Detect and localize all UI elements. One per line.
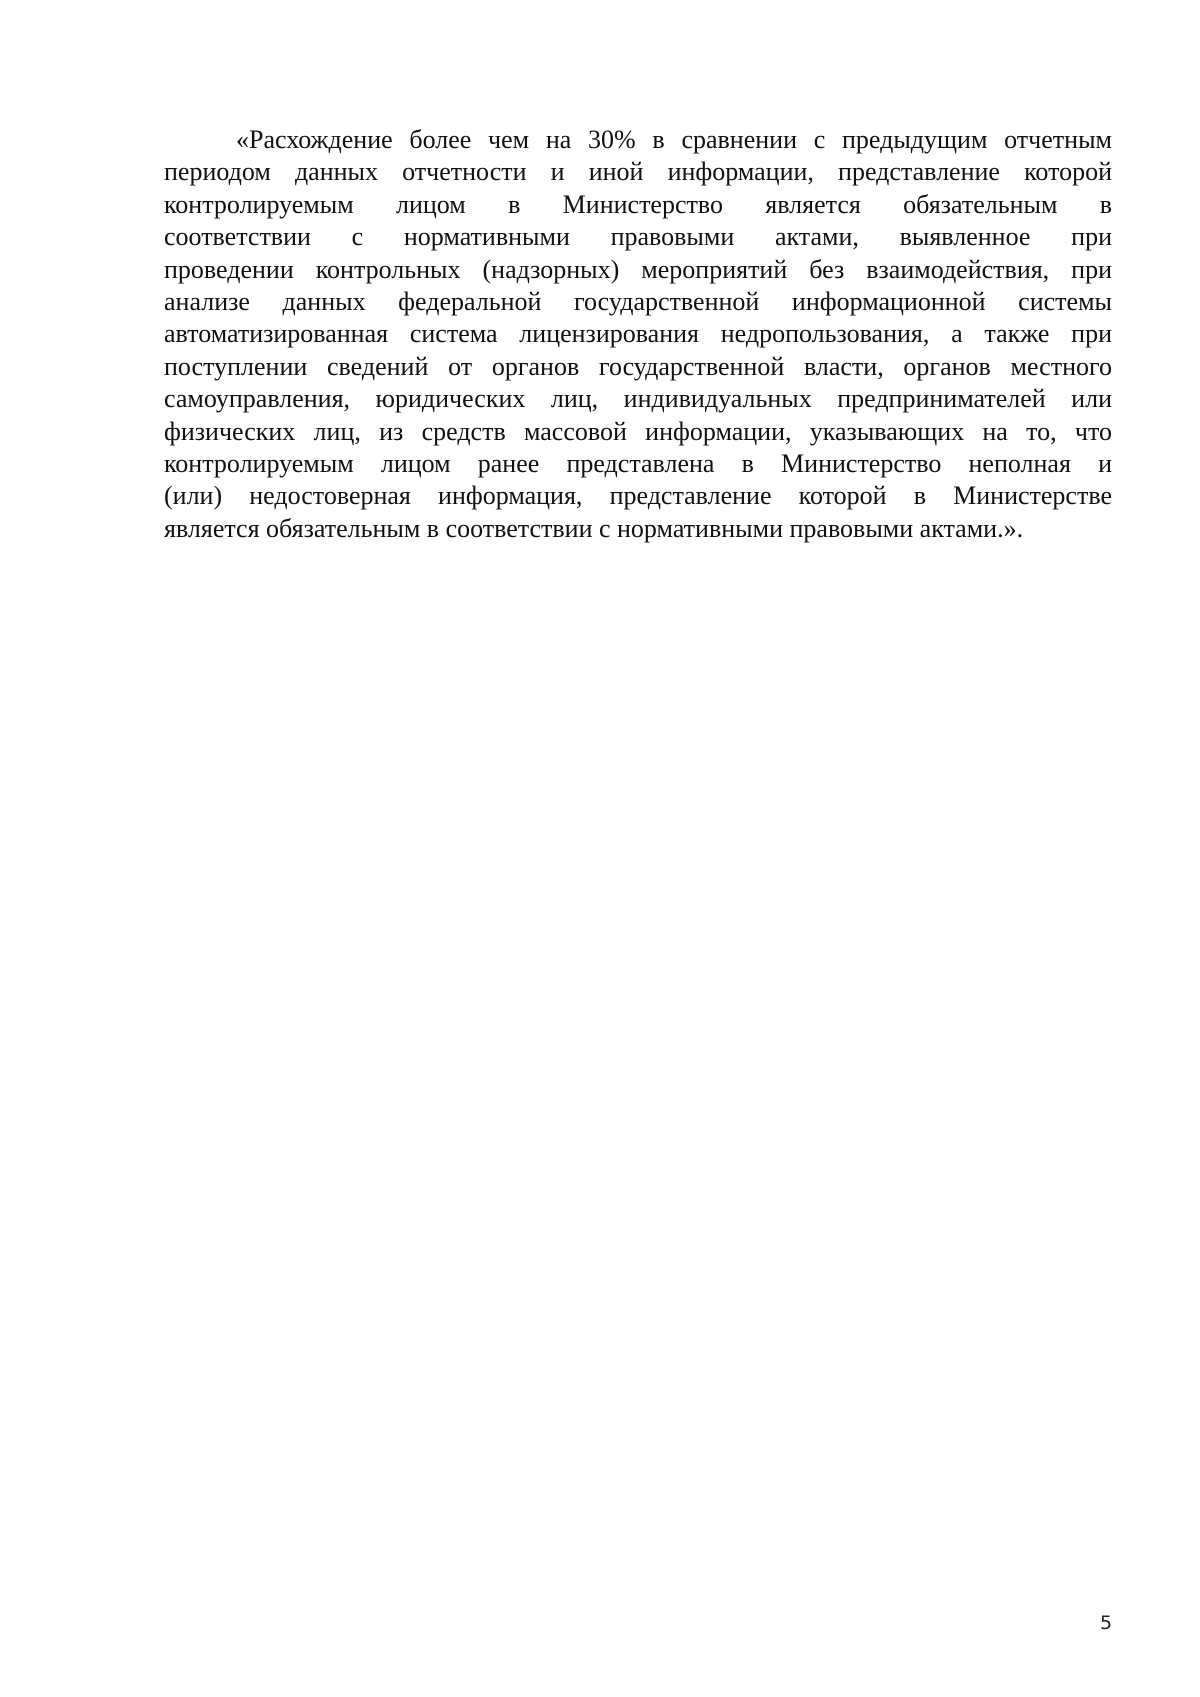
paragraph-line: контролируемым лицом в Министерство является обязательным в bbox=[164, 189, 1112, 219]
paragraph-line: проведении контрольных (надзорных) мероприятий без взаимодействия, при bbox=[164, 254, 1112, 284]
paragraph-line: физических лиц, из средств массовой информации, указывающих на то, что bbox=[164, 416, 1112, 446]
paragraph-line: (или) недостоверная информация, представление которой в Министерстве bbox=[164, 481, 1112, 511]
quoted-paragraph bbox=[164, 124, 1112, 545]
paragraph-line: анализе данных федеральной государственной информационной системы bbox=[164, 286, 1112, 316]
paragraph-line: периодом данных отчетности и иной информации, представление которой bbox=[164, 157, 1112, 187]
paragraph-line: поступлении сведений от органов государственной власти, органов местного bbox=[164, 351, 1112, 381]
paragraph-line: соответствии с нормативными правовыми актами, выявленное при bbox=[164, 222, 1112, 252]
page-number: 5 bbox=[1099, 1612, 1113, 1634]
paragraph-line: «Расхождение более чем на 30% в сравнении с предыдущим отчетным bbox=[236, 125, 1112, 154]
paragraph-line: является обязательным в соответствии с нормативными правовыми актами.». bbox=[164, 513, 1024, 543]
paragraph-line: контролируемым лицом ранее представлена в Министерство неполная и bbox=[164, 448, 1112, 478]
paragraph-line: самоуправления, юридических лиц, индивидуальных предпринимателей или bbox=[164, 384, 1112, 414]
paragraph-line: автоматизированная система лицензирования недропользования, а также при bbox=[164, 319, 1112, 349]
